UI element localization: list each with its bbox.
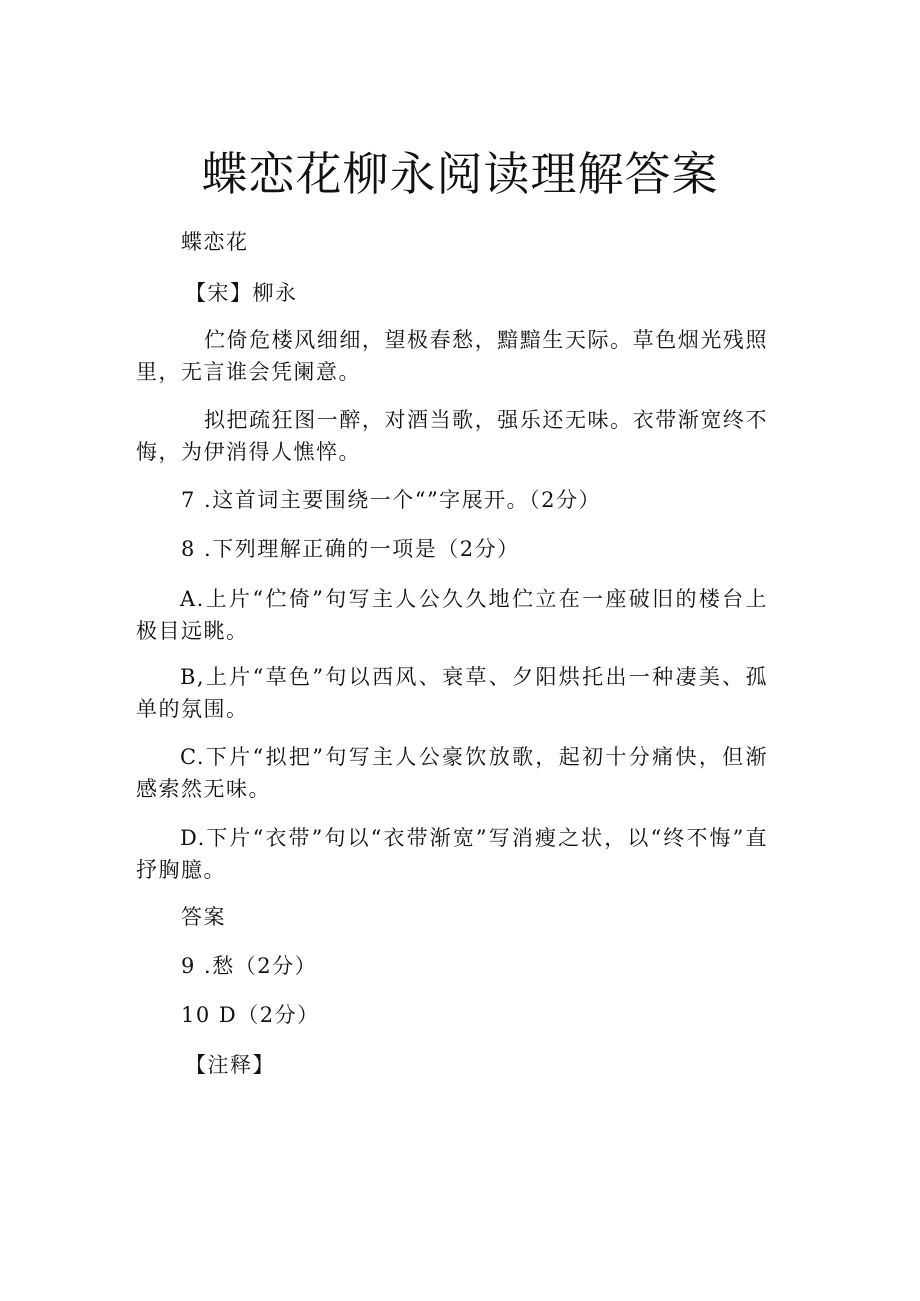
option-d: D.下片“衣带”句以“衣带渐宽”写消瘦之状，以“终不悔”直抒胸臆。 — [136, 826, 768, 882]
poem-stanza-1: 伫倚危楼风细细，望极春愁，黯黯生天际。草色烟光残照里，无言谁会凭阑意。 — [136, 328, 768, 384]
option-c: C.下片“拟把”句写主人公豪饮放歌，起初十分痛快，但渐感索然无味。 — [136, 745, 768, 801]
poem-author: 【宋】柳永 — [185, 281, 298, 305]
option-b: B,上片“草色”句以西风、衰草、夕阳烘托出一种凄美、孤单的氛围。 — [136, 665, 768, 721]
poem-stanza-2: 拟把疏狂图一醉，对酒当歌，强乐还无味。衣带渐宽终不悔，为伊消得人憔悴。 — [136, 408, 768, 464]
answer-9: 9 .愁（2分） — [181, 954, 318, 978]
option-a: A.上片“伫倚”句写主人公久久地伫立在一座破旧的楼台上极目远眺。 — [136, 587, 768, 643]
document-title: 蝶恋花柳永阅读理解答案 — [201, 147, 719, 201]
answer-10: 10 D（2分） — [181, 1003, 320, 1027]
notes-heading: 【注释】 — [185, 1053, 275, 1077]
question-7: 7 .这首词主要围绕一个“”字展开。（2分） — [181, 488, 602, 512]
poem-title: 蝶恋花 — [181, 230, 249, 254]
answer-heading: 答案 — [181, 905, 226, 929]
question-8: 8 .下列理解正确的一项是（2分） — [181, 537, 520, 561]
